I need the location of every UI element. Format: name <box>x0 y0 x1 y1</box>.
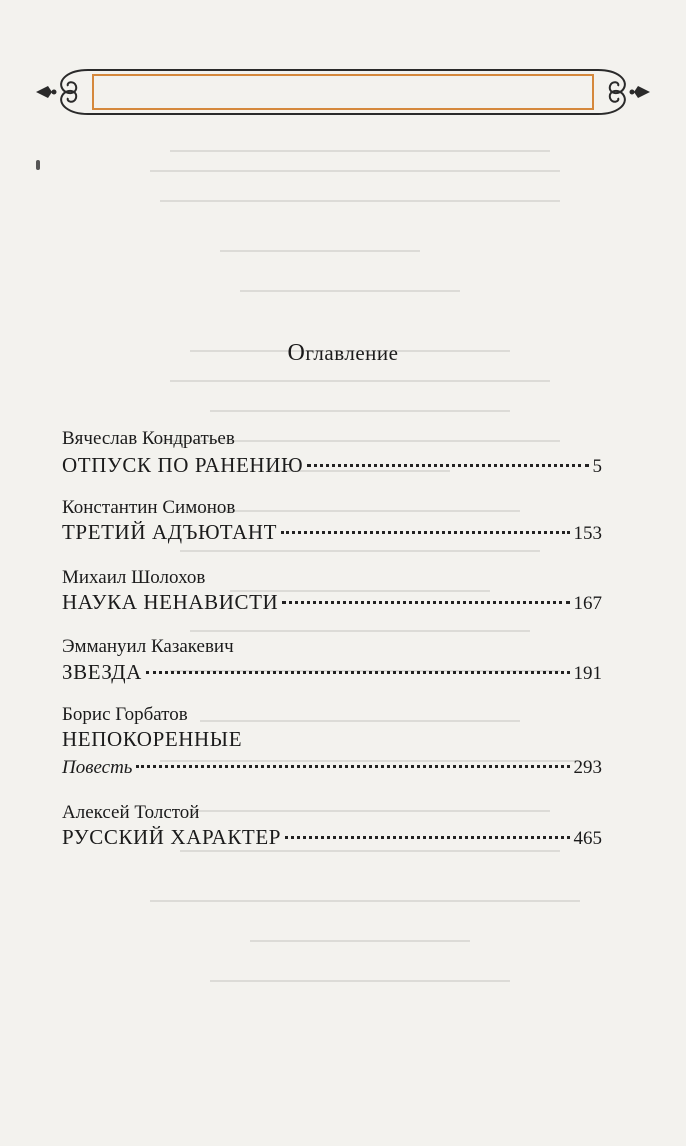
toc-author: Эммануил Казакевич <box>62 636 234 657</box>
toc-entry <box>62 660 602 686</box>
dot-leader <box>285 835 569 839</box>
toc-author: Михаил Шолохов <box>62 567 206 588</box>
toc-work-title: ТРЕТИЙ АДЪЮТАНТ <box>62 520 278 544</box>
toc-entry <box>62 520 602 546</box>
toc-page-number: 293 <box>573 757 602 778</box>
dot-leader <box>136 764 569 768</box>
toc-work-title: ЗВЕЗДА <box>62 660 142 684</box>
toc-page-number: 167 <box>573 593 602 614</box>
toc-page-number: 5 <box>592 456 602 477</box>
toc-entry <box>62 453 602 479</box>
toc-page-number: 153 <box>573 523 602 544</box>
toc-entry <box>62 825 602 851</box>
dot-leader <box>282 600 569 604</box>
toc-work-title: НАУКА НЕНАВИСТИ <box>62 590 279 614</box>
toc-author: Борис Горбатов <box>62 704 188 725</box>
toc-entry <box>62 590 602 616</box>
toc-page-number: 465 <box>573 828 602 849</box>
toc-work-title: ОТПУСК ПО РАНЕНИЮ <box>62 453 304 477</box>
toc-work-subtitle: Повесть <box>62 757 133 778</box>
ink-speck <box>36 160 40 170</box>
header-frame <box>92 74 594 110</box>
toc-author: Алексей Толстой <box>62 802 200 823</box>
page-title: Оглавление <box>287 340 399 366</box>
dot-leader <box>281 530 569 534</box>
toc-entry <box>62 757 602 783</box>
toc-work-title: НЕПОКОРЕННЫЕ <box>62 727 243 751</box>
dot-leader <box>146 670 570 674</box>
toc-page-number: 191 <box>573 663 602 684</box>
dot-leader <box>307 463 588 467</box>
toc-work-title: РУССКИЙ ХАРАКТЕР <box>62 825 282 849</box>
toc-author: Константин Симонов <box>62 497 236 518</box>
toc-author: Вячеслав Кондратьев <box>62 428 235 449</box>
